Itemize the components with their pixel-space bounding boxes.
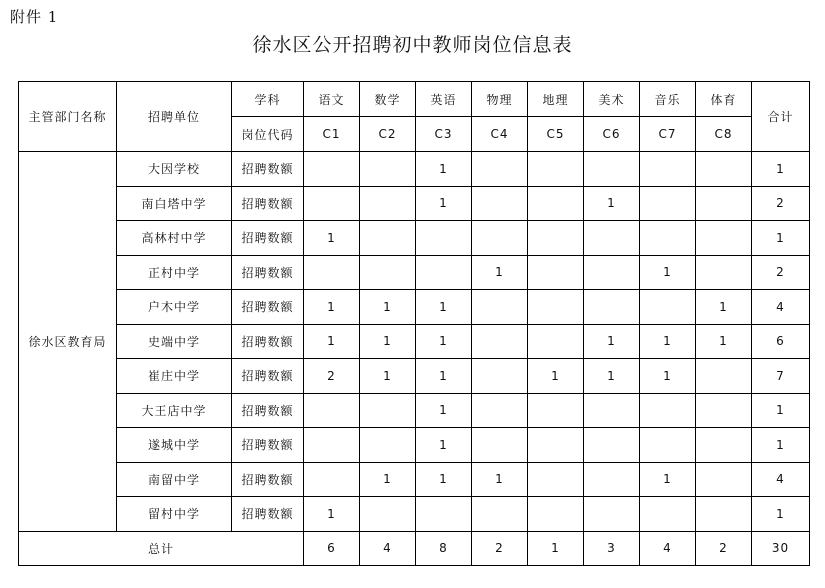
header-code: C8 (696, 117, 752, 152)
quota-cell (640, 221, 696, 256)
quota-cell (472, 221, 528, 256)
quota-label-cell: 招聘数额 (232, 186, 304, 221)
quota-cell (472, 359, 528, 394)
quota-cell: 1 (640, 462, 696, 497)
quota-cell (528, 324, 584, 359)
quota-cell: 1 (416, 186, 472, 221)
quota-cell (696, 152, 752, 187)
total-cell: 2 (472, 531, 528, 566)
quota-cell (360, 255, 416, 290)
quota-cell: 1 (304, 497, 360, 532)
header-total: 合计 (752, 82, 810, 152)
total-cell: 3 (584, 531, 640, 566)
school-cell: 南留中学 (117, 462, 232, 497)
row-total-cell: 1 (752, 152, 810, 187)
quota-cell: 1 (304, 221, 360, 256)
header-subject: 数学 (360, 82, 416, 117)
quota-cell (304, 393, 360, 428)
quota-cell (416, 255, 472, 290)
quota-label-cell: 招聘数额 (232, 497, 304, 532)
header-code: C1 (304, 117, 360, 152)
page-title: 徐水区公开招聘初中教师岗位信息表 (252, 34, 573, 56)
total-cell: 6 (304, 531, 360, 566)
quota-cell (696, 462, 752, 497)
header-subject-label: 学科 (232, 82, 304, 117)
quota-cell (528, 497, 584, 532)
quota-cell (304, 255, 360, 290)
quota-cell (472, 186, 528, 221)
quota-cell: 1 (472, 255, 528, 290)
quota-cell: 1 (416, 290, 472, 325)
quota-cell (360, 186, 416, 221)
row-total-cell: 2 (752, 255, 810, 290)
table-row (19, 186, 810, 221)
header-unit: 招聘单位 (117, 82, 232, 152)
quota-cell (640, 393, 696, 428)
quota-cell (528, 290, 584, 325)
quota-cell: 1 (584, 359, 640, 394)
quota-cell: 1 (696, 290, 752, 325)
quota-cell (528, 186, 584, 221)
school-cell: 大因学校 (117, 152, 232, 187)
quota-label-cell: 招聘数额 (232, 359, 304, 394)
quota-cell (640, 186, 696, 221)
quota-cell (304, 428, 360, 463)
quota-cell (696, 186, 752, 221)
quota-cell (696, 428, 752, 463)
school-cell: 户木中学 (117, 290, 232, 325)
quota-cell (304, 462, 360, 497)
quota-label-cell: 招聘数额 (232, 152, 304, 187)
header-subject: 物理 (472, 82, 528, 117)
quota-cell (528, 393, 584, 428)
quota-cell (472, 290, 528, 325)
quota-label-cell: 招聘数额 (232, 393, 304, 428)
table-row (19, 462, 810, 497)
quota-cell (304, 152, 360, 187)
quota-cell (472, 324, 528, 359)
total-row (19, 531, 810, 566)
quota-cell: 1 (416, 324, 472, 359)
table-row (19, 152, 810, 187)
school-cell: 崔庄中学 (117, 359, 232, 394)
total-cell: 1 (528, 531, 584, 566)
header-subject: 语文 (304, 82, 360, 117)
quota-cell: 1 (416, 359, 472, 394)
header-subject: 体育 (696, 82, 752, 117)
row-total-cell: 1 (752, 221, 810, 256)
grand-total: 30 (752, 531, 810, 566)
header-subject: 地理 (528, 82, 584, 117)
table-row (19, 255, 810, 290)
table-row (19, 497, 810, 532)
header-row-subjects (19, 82, 810, 117)
quota-cell (528, 221, 584, 256)
quota-cell (640, 290, 696, 325)
quota-cell (584, 290, 640, 325)
quota-cell (360, 428, 416, 463)
quota-cell: 1 (416, 393, 472, 428)
quota-cell (640, 497, 696, 532)
quota-cell (696, 255, 752, 290)
quota-cell: 1 (360, 359, 416, 394)
row-total-cell: 4 (752, 290, 810, 325)
header-code: C7 (640, 117, 696, 152)
quota-cell: 1 (640, 255, 696, 290)
row-total-cell: 7 (752, 359, 810, 394)
quota-cell (696, 359, 752, 394)
quota-cell (360, 497, 416, 532)
total-cell: 2 (696, 531, 752, 566)
quota-cell: 1 (640, 324, 696, 359)
quota-cell (696, 497, 752, 532)
row-total-cell: 4 (752, 462, 810, 497)
quota-cell (416, 497, 472, 532)
quota-cell (584, 497, 640, 532)
table-row (19, 359, 810, 394)
quota-cell: 1 (584, 186, 640, 221)
school-cell: 留村中学 (117, 497, 232, 532)
header-code-label: 岗位代码 (232, 117, 304, 152)
quota-label-cell: 招聘数额 (232, 255, 304, 290)
quota-cell (360, 221, 416, 256)
header-dept: 主管部门名称 (19, 82, 117, 152)
quota-cell (584, 428, 640, 463)
quota-cell (472, 497, 528, 532)
row-total-cell: 1 (752, 428, 810, 463)
quota-cell: 1 (304, 324, 360, 359)
quota-cell: 1 (640, 359, 696, 394)
quota-cell (584, 221, 640, 256)
quota-cell: 1 (416, 462, 472, 497)
school-cell: 史端中学 (117, 324, 232, 359)
quota-cell (584, 255, 640, 290)
quota-cell (472, 393, 528, 428)
quota-cell: 1 (304, 290, 360, 325)
header-subject: 英语 (416, 82, 472, 117)
quota-cell: 1 (360, 324, 416, 359)
table-row (19, 324, 810, 359)
recruitment-table (18, 81, 810, 566)
quota-cell (360, 152, 416, 187)
quota-cell (360, 393, 416, 428)
attachment-label: 附件 1 (10, 8, 59, 26)
quota-cell: 2 (304, 359, 360, 394)
quota-cell (528, 152, 584, 187)
quota-cell (696, 221, 752, 256)
quota-cell: 1 (416, 152, 472, 187)
quota-label-cell: 招聘数额 (232, 428, 304, 463)
table-row (19, 428, 810, 463)
quota-cell: 1 (472, 462, 528, 497)
header-code: C2 (360, 117, 416, 152)
quota-cell (528, 462, 584, 497)
quota-label-cell: 招聘数额 (232, 462, 304, 497)
quota-cell: 1 (696, 324, 752, 359)
row-total-cell: 2 (752, 186, 810, 221)
header-code: C4 (472, 117, 528, 152)
quota-cell: 1 (584, 324, 640, 359)
school-cell: 遂城中学 (117, 428, 232, 463)
quota-cell: 1 (360, 462, 416, 497)
header-subject: 音乐 (640, 82, 696, 117)
quota-label-cell: 招聘数额 (232, 324, 304, 359)
quota-cell (472, 428, 528, 463)
quota-cell (584, 462, 640, 497)
total-label: 总计 (19, 531, 304, 566)
row-total-cell: 1 (752, 497, 810, 532)
quota-cell (640, 152, 696, 187)
quota-cell (472, 152, 528, 187)
total-cell: 4 (640, 531, 696, 566)
row-total-cell: 6 (752, 324, 810, 359)
table-row (19, 393, 810, 428)
school-cell: 高林村中学 (117, 221, 232, 256)
header-code: C3 (416, 117, 472, 152)
quota-cell (416, 221, 472, 256)
total-cell: 8 (416, 531, 472, 566)
department-cell: 徐水区教育局 (19, 152, 117, 532)
quota-label-cell: 招聘数额 (232, 221, 304, 256)
quota-cell: 1 (360, 290, 416, 325)
school-cell: 正村中学 (117, 255, 232, 290)
total-cell: 4 (360, 531, 416, 566)
quota-cell (696, 393, 752, 428)
header-subject: 美术 (584, 82, 640, 117)
quota-cell (528, 428, 584, 463)
quota-cell (304, 186, 360, 221)
row-total-cell: 1 (752, 393, 810, 428)
school-cell: 大王店中学 (117, 393, 232, 428)
table-body (19, 152, 810, 532)
quota-cell: 1 (528, 359, 584, 394)
quota-cell: 1 (416, 428, 472, 463)
school-cell: 南白塔中学 (117, 186, 232, 221)
quota-cell (640, 428, 696, 463)
table-row (19, 221, 810, 256)
quota-cell (584, 393, 640, 428)
quota-cell (528, 255, 584, 290)
header-code: C5 (528, 117, 584, 152)
quota-label-cell: 招聘数额 (232, 290, 304, 325)
table-row (19, 290, 810, 325)
header-code: C6 (584, 117, 640, 152)
quota-cell (584, 152, 640, 187)
